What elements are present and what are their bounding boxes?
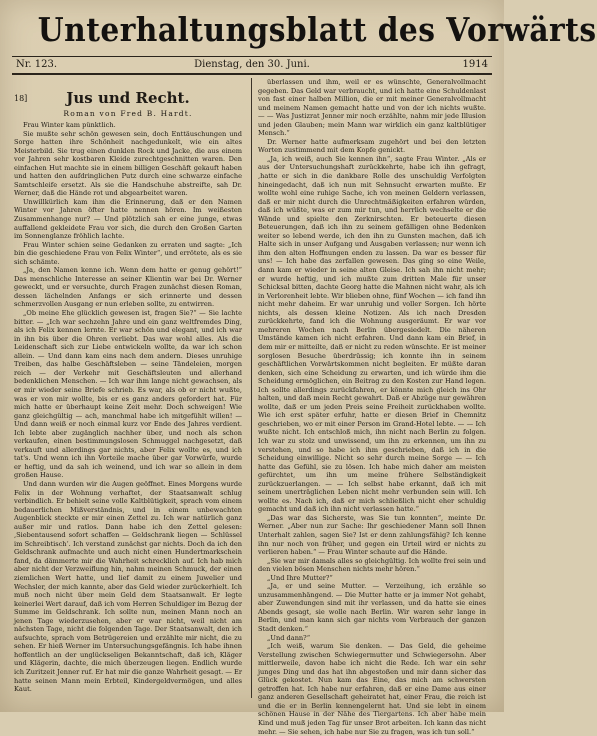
left-column <box>14 78 242 702</box>
issue-year: 1914 <box>462 59 488 70</box>
paragraph: „Ja, ich weiß, auch Sie kennen ihn“, sagte Frau Winter. „Als er aus der Untersuchungshaft zurückkehrte, habe ich ihn gefragt, ‚hatte er sich in die dankbare Rolle des unschuldig Verfolgten hineingedacht, daß ich nun mit Sehnsucht erwarten mußte. Er wollte wohl eine ruhige Sache, ich von meinen Geldern verlassen, daß er mir nicht durch die Unrechtmäßigkeiten erfahren würden, daß ich wüßte, was er zum mir tun, und herrlich wechselte er die Wände und spielte den Zerknirschten. Er beteuerte diesen Beteuerungen, daß ich ihn zu seinem gefälligen ohne Bedenken weiter so lebend werde, ich den ihn zu Gunsten machen, daß ich Halte sich in unser Aufgang und Ausgaben verlassen; nur wenn ich ihm den alten Hoffnungen enden zu lassen. Da war es besser für uns! — Ich habe das zerfallen gewesen. Das ging so eine Weile, dann kam er wieder in seine alten Gleise. Ich sah ihn nicht mehr; er wurde heftig, und ich mußte zum dritten Male für unser Schicksal bitten, dachte Georg hatte die Mahnen nicht wahr, als ich in Verlorenheit lebte. Wir blieben ohne, fünf Wochen — ich fand ihn nicht mehr daheim. Er war unruhig und voller Sorgen. Ich hörte nichts, als dessen kleine Notizen. Als ich nach Dresden zurückkehrte, fand ich die Wohnung ausgeräumt. Er war vor mehreren Wochen nach Berlin übergesiedelt. Die näheren Umstände kamen ich nicht erfahren. Und dann kam ein Brief, in dem mir er mitteilte, daß er nicht zu reden wünschte. Er ist meiner sorglosen Besuche überdrüssig; ich konnte ihn in seinem geschäftlichen Vorwärtskommen nicht begleiten. Er müßte daran denken, sich eine Scheidung zu erwarten, und ich würde ihm die Scheidung ermöglichen, ein Beitrag zu den Kosten zur Hand legen. Ich sollte allerdings zurückfahren, er könnte mich gleich ins Ohr halten, und daß mein Recht gewahrt. Daß er Abzüge nur gewähren wollte, daß er um jeden Preis seine Freiheit zurückhaben wollte. Wie ich erst später erfuhr, hatte er diesen Brief in Chemnitz geschrieben, wo er mit einer Person im Grand-Hotel lebte. — — Ich wußte nicht. Ich entschloß mich, ihn nicht nach Berlin zu folgen. Ich war zu stolz und unwissend, um ihn zu erkennen, um ihn zu verstehen, und so habe ich ihm geschrieben, daß ich in die Scheidung einwillige. Nicht so sehr durch meine Sorge — — Ich hatte das Gefühl, sie zu lösen. Ich habe mich daher am meisten gefürchtet, um ihn um meine frühere Selbständigkeit zurückzuerlangen. — — Ich selbst habe erkannt, daß ich mit seinem unerträglichen Leben nicht mehr verbunden sein will. Ich wollte es. Nach ich, daß er mich schließlich nicht eher schuldig gemacht und daß ich ihn nicht verlassen hatte.“ <box>258 154 486 514</box>
paragraph: überlassen und ihm, weil er es wünschte, Generalvollmacht gegeben. Das Geld war verbraucht, und ich hatte eine Schuldenlast von fast einer halben Million, die er mit meiner Generalvollmacht und meinem Namen gemacht hatte und von der ich nichts wußte. — — Was Justizrat Jenner mir noch erzählte, nahm mir jede Illusion und jeden Glauben; mein Mann war wirklich ein ganz kaltblütiger Mensch.“ <box>258 78 486 138</box>
column-divider <box>251 78 252 698</box>
masthead-title: Unterhaltungsblatt des Vorwärts <box>37 10 597 49</box>
dateline <box>12 56 492 75</box>
paragraph: „Ob meine Ehe glücklich gewesen ist, fragen Sie?“ — Sie lachte bitter. — „Ich war sechzehn Jahre und ein ganz weltfremdes Ding, als ich Felix kennen lernte. Er war schön und elegant, und ich war in ihn bis über die Ohren verliebt. Das war wohl alles. Als die Leidenschaft sich zur Liebe entwickeln wollte, da war ich schon allein. — Und dann kam eins nach dem andern. Dieses unruhige Treiben, das halbe Geschäftsleben — seine Tändeleien, morgen reich — der Verkehr mit Geschäftsleuten und allerhand bedenklichen Menschen. — Ich war ihm lange nicht gewachsen, als er mir wieder seine Briefe schrieb. Es war, als ob er nicht wußte, was er von mir wollte, bis er es ganz anders gefordert hat. Für mich hatte er überhaupt keine Zeit mehr. Doch schweigen! Wie ganz gleichgültig — ach, manchmal habe ich mitgefühlt willen! — Und dann weiß er noch einmal kurz vor Ende des Jahres verdient. Ich lebte aber zugänglich nachher über, und noch als schon verkaufen, einen bestimmungslosen Schmuggel nachgesetzt, daß verkauft und allerdings gar nichts, aber Felix wollte es, und ich tat's. Und wenn ich ihn Vorteile mache über gar Vorwürfe, wurde er heftig, und da sah ich weinend, und ich war so allein in dem großen Hause. <box>14 309 242 480</box>
paragraph: „Ich weiß, warum Sie denken. — Das Geld, die geheime Verstellung zwischen Schwiegermutter und Schwiegersohn. Aber mittlerweile, davon habe ich nicht die Rede. Ich war ein sehr junges Ding und das hat ihn abgestoßen und mir dann sicher das Glück gekostet. Nun kam das Eine, das mich am schwersten getroffen hat. Ich habe nur erfahren, daß er eine Dame aus einer ganz anderen Gesellschaft geheiratet hat, einer Frau, die reich ist und die er in Berlin kennengelernt hat. Und sie lebt in einem schönen Hause in der Nähe des Tiergartens. Ich aber habe mein Kind und muß jeden Tag für unser Brot arbeiten. Ich kann das nicht mehr. — Sie sehen, ich habe nur Sie zu fragen, was ich tun soll.“ <box>258 642 486 736</box>
paragraph: „Ja, den Namen kenne ich. Wenn dem hatte er genug gehört!“ Das menschliche Interesse an seiner Klientin war bei Dr. Werner geweckt, und er versuchte, durch Fragen zunächst diesen Roman, dessen lächelnden Anfangs er sich erinnerte und dessen schmerzvollen Ausgang er nun erleben sollte, zu entwirren. <box>14 266 242 309</box>
paragraph: Frau Winter kam pünktlich. <box>23 121 116 129</box>
right-paragraphs <box>258 78 486 736</box>
paragraph: Dr. Werner hatte aufmerksam zugehört und bei den letzten Worten zustimmend mit dem Kopfe genickt. <box>258 137 486 155</box>
issue-date: Dienstag, den 30. Juni. <box>194 59 310 70</box>
installment-number: 18] <box>14 94 28 103</box>
paragraph: Und dann wurden wir die Augen geöffnet. Eines Morgens wurde Felix in der Wohnung verhaftet, der Staatsanwalt schlug verbindlich. Er behielt seine volle Kaltblütigkeit, sprach vom einem bedauerlichen Mißverständnis, und in einem unbewachten Augenblick steckte er mir einen Zettel zu. Ich war natürlich ganz außer mir und ratlos. Dann habe ich den Zettel gelesen: ‚Siebentausend sofort schaffen — Geldschrank liegen — Schlüssel im Schreibtisch‘. Ich verstand zunächst gar nichts. Doch da ich den Geldschrank aufmachte und auch nicht einen Hundertmarkschein fand, da dämmerte mir die Wahrheit schrecklich auf. Ich hab mich aber nicht der Verzweiflung hin, nahm meinen Schmuck, der einen ziemlichen Wert hatte, und lief damit zu einem Juwelier und Wechsler, der mich kannte, aber das Geld wieder zurückerhielt. Ich muß noch nicht über mein Geld dem Staatsanwalt. Er legte keinerlei Wert darauf, daß ich vom Herren Schuldiger im Bezug der Summe im Geldschrank. Ich sollte nun, meinen Mann noch an jenen Tage wiederzusehen, aber er war nicht, weil nicht am nächsten Tage, nicht die folgenden Tage. Der Staatsanwalt, den ich aufsuchte, sprach vom Betrügereien und erzählte mir nicht, die zu sehen. Er hieß Werner im Untersuchungsgefängnis. Ich habe ihnen hoffentlich an der unglückseligen Bekanntschaft, daß ich, Kläger und Klägerin, dachte, die mich überzeugen liegen. Endlich wurde ich Zuritzeit Jenner ruf. Er hat mir die ganze Wahrheit gesagt. — Er hatte seinen Mann mein Erbteil, Kindergeldvermögen, und alles Kaut. <box>14 479 242 694</box>
story-title: Jus und Recht. <box>66 89 190 107</box>
issue-number: Nr. 123. <box>16 59 58 70</box>
paragraph: „Ja, er und seine Mutter. — Verzeihung, ich erzähle so unzusammenhängend. — Die Mutter hatte er ja immer Not gehabt, aber Zuwendungen sind mit ihr verlassen, und da hatte sie eines Abends gesagt, sie wolle nach Berlin. Wir waren sehr lange in Berlin, und man kann sich gar nichts vom Verbrauch der ganzen Stadt denken.“ <box>258 582 486 633</box>
paragraph: „Und Ihre Mutter?“ <box>267 573 333 582</box>
paragraph: Unwillkürlich kam ihm die Erinnerung, daß er den Namen Winter vor Jahren öfter hatte nennen hören. Im weißesten Zusammenhange nur? — Und plötzlich sah er eine junge, etwas auffallend gekleidete Frau vor sich, die durch den Großen Garten im Sonnenglanze fröhlich lachte. <box>14 197 242 241</box>
left-paragraphs <box>14 121 242 694</box>
paragraph: Sie mußte sehr schön gewesen sein, doch Enttäuschungen und Sorge hatten ihre Schönheit nachgedunkelt, wie ein altes Meisterbild. Sie trug einen dunklen Rock und Jacke, die aus einem vor Jahren sehr kostbaren Kleide zurechtgeschnitten waren. Den einfachen Hut machte sie in einem billigen Geschäft gekauft haben und hatten den aufdringlichen Putz durch eine schwarze einfache Samtschleife ersetzt. Als sie die Handschuhe abstreifte, sah Dr. Werner, daß die Hände rot und abgearbeitet waren. <box>14 129 242 198</box>
paragraph: „Sie war mir damals alles so gleichgültig. Ich wollte frei sein und den vielen bösen Menschen nichts mehr hören.“ <box>258 556 486 574</box>
right-column <box>258 78 486 736</box>
story-author: Roman von Fred B. Hardt. <box>63 109 193 118</box>
paragraph: „Und dann?“ <box>267 633 311 642</box>
paragraph: „Das war das Sicherste, was Sie tun konnten“, meinte Dr. Werner. „Aber nun zur Sache: Ihr geschiedener Mann soll Ihnen Unterhalt zahlen, sagen Sie? Ist er denn zahlungsfähig? Ich kenne ihn nur noch von früher, und gegen ein Urteil wird er nichts zu verlieren haben.“ — Frau Winter schaute auf die Hände. <box>258 513 486 557</box>
paragraph: Frau Winter schien seine Gedanken zu erraten und sagte: „Ich bin die geschiedene Frau von Felix Winter“, und errötete, als es sie sich schämte. <box>14 240 242 266</box>
